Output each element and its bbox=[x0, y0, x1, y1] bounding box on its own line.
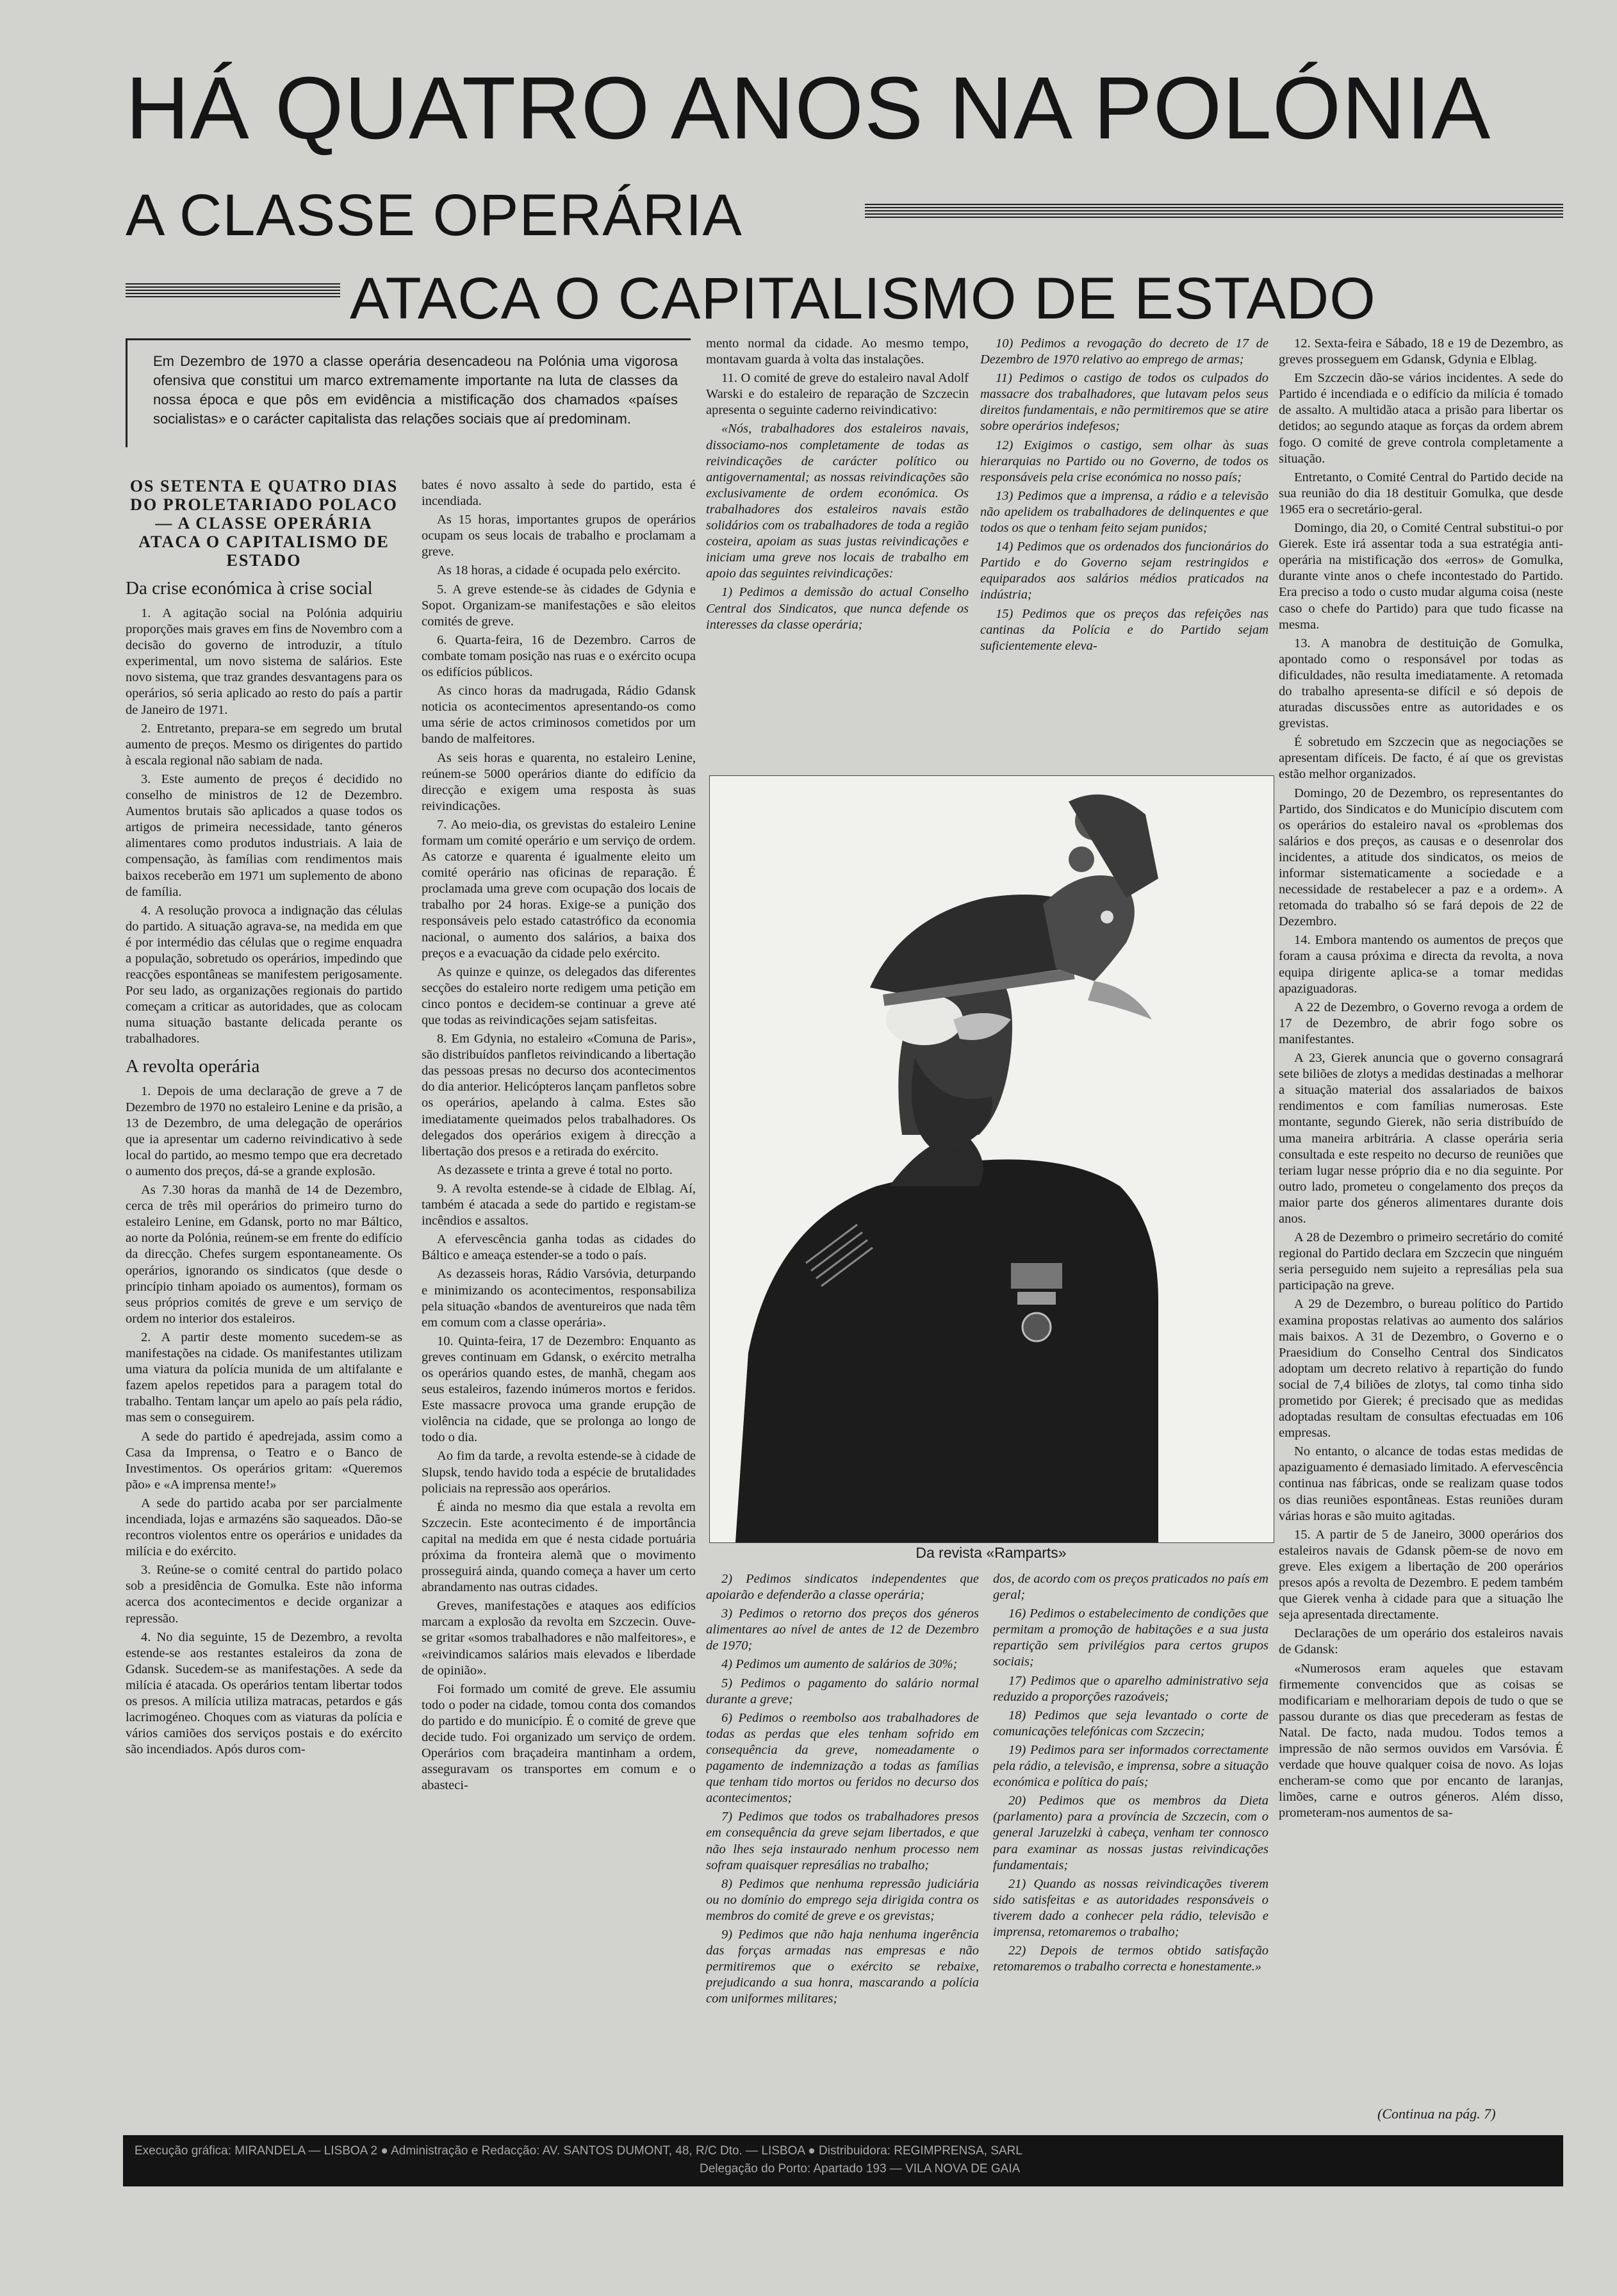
paragraph: 14) Pedimos que os ordenados dos funcionários do Partido e do Governo sejam restringidos e equiparados aos salários médios praticados na indústria; bbox=[980, 540, 1268, 602]
paragraph: 15. A partir de 5 de Janeiro, 3000 operários dos estaleiros navais de Gdansk põem-se de novo em greve. Eles exigem a libertação de 200 operários presos após a revolta de Dezembro. E pedem também que Gierek venha à cidade para que a situação lhe seja apresentada directamente. bbox=[1279, 1527, 1563, 1623]
paragraph: «Nós, trabalhadores dos estaleiros navais, dissociamo-nos completamente de todas as reivindicações de carácter político ou antigovernamental; as nossas reivindicações são exclusivamente de ordem económica. Os trabalhadores dos estaleiros navais estão solidários com os trabalhadores de toda a região costeira, apoiam as suas justas reivindicações e iniciam uma greve nos locais de trabalho em apoio das seguintes reivindicações: bbox=[706, 422, 969, 581]
paragraph: 7. Ao meio-dia, os grevistas do estaleiro Lenine formam um comité operário e um serviço de ordem. As catorze e quarenta é igualmente eleito um comité operário nas oficinas de reparação. É proclamada uma greve com ocupação dos locais de trabalho por 24 horas. Exige-se a punição dos responsáveis pelo estado catastrófico da economia nacional, o aumento dos salários, a baixa dos preços e a evacuação da cidade pelo exército. bbox=[422, 817, 696, 961]
paragraph: 16) Pedimos o estabelecimento de condições que permitam a promoção de habitações e a sua justa repartição sem privilégios para certos grupos sociais; bbox=[993, 1606, 1268, 1669]
paragraph: 20) Pedimos que os membros da Dieta (parlamento) para a província de Szczecin, com o general Jaruzelzki à cabeça, venham ter connosco para examinar as nossas justas reivindicações fundamentais; bbox=[993, 1794, 1268, 1872]
column-6 bbox=[706, 1571, 979, 2084]
paragraph: A sede do partido acaba por ser parcialmente incendiada, lojas e armazéns são saqueados. Dão-se recontros violentos entre os operários e unidades da milícia e do exército. bbox=[126, 1496, 402, 1559]
paragraph: A 28 de Dezembro o primeiro secretário do comité regional do Partido declara em Szczecin que ninguém seria perseguido nem sujeito a represálias pela sua participação na greve. bbox=[1279, 1230, 1563, 1293]
paragraph: 5) Pedimos o pagamento do salário normal durante a greve; bbox=[706, 1676, 979, 1706]
paragraph: bates é novo assalto à sede do partido, esta é incendiada. bbox=[422, 478, 696, 509]
footer-line-1: Execução gráfica: MIRANDELA — LISBOA 2 ● Administração e Redacção: AV. SANTOS DUMONT, 48, R/C Dto. — LISBOA ● Distribuidora: REGIMPRENSA, SARL bbox=[135, 2144, 1022, 2158]
continued-note: (Continua na pág. 7) bbox=[1377, 2106, 1496, 2122]
paragraph: A sede do partido é apedrejada, assim como a Casa da Imprensa, o Teatro e o Banco de Investimentos. Os operários gritam: «Queremos pão» e «A imprensa mente!» bbox=[126, 1429, 402, 1492]
paragraph: 3. Reúne-se o comité central do partido polaco sob a presidência de Gomulka. Este não informa acerca dos acontecimentos e decide organizar a repressão. bbox=[126, 1563, 402, 1626]
column-5 bbox=[1279, 336, 1563, 2120]
column-3 bbox=[706, 336, 969, 772]
paragraph: 11. O comité de greve do estaleiro naval Adolf Warski e do estaleiro de reparação de Szczecin apresenta o seguinte caderno reivindicativo: bbox=[706, 371, 969, 418]
paragraph: 12. Sexta-feira e Sábado, 18 e 19 de Dezembro, as greves prosseguem em Gdansk, Gdynia e Elblag. bbox=[1279, 336, 1563, 367]
imprint-footer bbox=[123, 2135, 1563, 2186]
column-2 bbox=[422, 477, 696, 2087]
paragraph: «Numerosos eram aqueles que estavam firmemente convencidos que as coisas se modificariam e melhorariam depois de tudo o que se passou durante os dias que precederam as festas de Natal. De facto, nada mudou. Todos temos a impressão de não sermos ouvidos em Varsóvia. É verdade que houve qualquer coisa de novo. As lojas encheram-se como que por encanto de laranjas, limões, carne e outros géneros. Além disso, prometeram-nos aumentos de sa- bbox=[1279, 1661, 1563, 1821]
paragraph: 22) Depois de termos obtido satisfação retomaremos o trabalho correcta e honestamente.» bbox=[993, 1944, 1268, 1974]
footer-line-2: Delegação do Porto: Apartado 193 — VILA NOVA DE GAIA bbox=[700, 2162, 1021, 2176]
paragraph: 8) Pedimos que nenhuma repressão judiciária ou no domínio do emprego seja dirigida contra os membros do comité de greve e os grevistas; bbox=[706, 1876, 979, 1923]
paragraph: As seis horas e quarenta, no estaleiro Lenine, reúnem-se 5000 operários diante do edifício da direcção e exigem uma resposta às suas reivindicações. bbox=[422, 750, 696, 813]
paragraph: É ainda no mesmo dia que estala a revolta em Szczecin. Este acontecimento é de importância capital na medida em que é nesta cidade portuária próxima da fronteira alemã que o movimento prosseguirá ainda, quando começa a haver um certo abrandamento nas outras cidades. bbox=[422, 1499, 696, 1595]
paragraph: 1. Depois de uma declaração de greve a 7 de Dezembro de 1970 no estaleiro Lenine e da prisão, a 13 de Dezembro, de uma delegação de operários que ia apresentar um caderno reivindicativo à sede local do partido, ao mesmo tempo que era decretado o aumento dos preços, dá-se a grande explosão. bbox=[126, 1084, 402, 1178]
paragraph: 5. A greve estende-se às cidades de Gdynia e Sopot. Organizam-se manifestações e são eleitos comités de greve. bbox=[422, 582, 696, 629]
photo-caption: Da revista «Ramparts» bbox=[915, 1544, 1067, 1561]
paragraph: 21) Quando as nossas reivindicações tiverem sido satisfeitas e as autoridades responsáveis o tiverem dado a conhecer pela rádio, televisão e imprensa, retomaremos o trabalho; bbox=[993, 1876, 1268, 1939]
paragraph: 15) Pedimos que os preços das refeições nas cantinas da Polícia e do Partido sejam suficientemente eleva- bbox=[980, 606, 1268, 653]
paragraph: 8. Em Gdynia, no estaleiro «Comuna de Paris», são distribuídos panfletos reivindicando a libertação das pessoas presas no decurso dos acontecimentos do dia anterior. Helicópteros lançam panfletos sobre os operários, apelando à calma. Estes são imediatamente queimados pelos trabalhadores. Os delegados dos operários exigem à direcção a libertação dos presos e a retirada do exército. bbox=[422, 1032, 696, 1159]
intro-box: Em Dezembro de 1970 a classe operária desencadeou na Polónia uma vigorosa ofensiva que constitui um marco extremamente importante na luta de classes da nossa época e que pôs em evidência a mistificação dos chamados «países socialistas» e o carácter capitalista das relações sociais que aí predominam. bbox=[126, 338, 691, 447]
paragraph: Declarações de um operário dos estaleiros navais de Gdansk: bbox=[1279, 1626, 1563, 1657]
paragraph: A 29 de Dezembro, o bureau político do Partido examina propostas relativas ao aumento dos salários mais baixos. A 31 de Dezembro, o Governo e o Praesidium do Conselho Central dos Sindicatos adoptam um decreto relativo à repartição do fundo social de 7,4 biliões de zlotys, tal como tinha sido prometido por Gierek; é precisado que as medidas adoptadas resultam de consultas efectuadas em 106 empresas. bbox=[1279, 1297, 1563, 1441]
paragraph: As quinze e quinze, os delegados das diferentes secções do estaleiro norte redigem uma petição em cinco pontos e decidem-se continuar a greve até que todas as reivindicações sejam satisfeitas. bbox=[422, 964, 696, 1027]
section-title: OS SETENTA E QUATRO DIAS DO PROLETARIADO POLACO — A CLASSE OPERÁRIA ATACA O CAPITALISMO DE ESTADO bbox=[129, 477, 398, 570]
headline-rule-left bbox=[126, 283, 340, 297]
paragraph: 10) Pedimos a revogação do decreto de 17 de Dezembro de 1970 relativo ao emprego de armas; bbox=[980, 336, 1268, 367]
headline-line2: A CLASSE OPERÁRIA bbox=[126, 183, 743, 248]
paragraph: 9. A revolta estende-se à cidade de Elblag. Aí, também é atacada a sede do partido e registam-se incêndios e assaltos. bbox=[422, 1181, 696, 1228]
paragraph: Ao fim da tarde, a revolta estende-se à cidade de Slupsk, tendo havido toda a espécie de brutalidades policiais na repressão aos operários. bbox=[422, 1449, 696, 1496]
paragraph: 1. A agitação social na Polónia adquiriu proporções mais graves em fins de Novembro com a decisão do governo de introduzir, a título experimental, um novo sistema de salários. Este novo sistema, que traz grandes desvantagens para os operários, só seria aplicado ao resto do país a partir de Janeiro de 1971. bbox=[126, 606, 402, 717]
paragraph: mento normal da cidade. Ao mesmo tempo, montavam guarda à volta das instalações. bbox=[706, 336, 969, 367]
headline-rule-right bbox=[865, 204, 1563, 218]
paragraph: 3) Pedimos o retorno dos preços dos géneros alimentares ao nível de antes de 12 de Dezembro de 1970; bbox=[706, 1606, 979, 1653]
paragraph: 11) Pedimos o castigo de todos os culpados do massacre dos trabalhadores, que lutavam pelos seus direitos fundamentais, e não permitiremos que se atire sobre operários indefesos; bbox=[980, 371, 1268, 434]
paragraph: A 22 de Dezembro, o Governo revoga a ordem de 17 de Dezembro, de abrir fogo sobre os manifestantes. bbox=[1279, 1000, 1563, 1046]
column-4 bbox=[980, 336, 1268, 772]
paragraph: É sobretudo em Szczecin que as negociações se apresentam difíceis. De facto, é aí que os grevistas estão melhor organizados. bbox=[1279, 735, 1563, 782]
paragraph: 9) Pedimos que não haja nenhuma ingerência das forças armadas nas empresas e não permitiremos que o exército se rebaixe, prejudicando a sua honra, mascarando a polícia com uniformes militares; bbox=[706, 1927, 979, 2006]
paragraph: 13) Pedimos que a imprensa, a rádio e a televisão não apelidem os trabalhadores de delinquentes e que todos os que o tenham feito sejam punidos; bbox=[980, 488, 1268, 536]
paragraph: 2. Entretanto, prepara-se em segredo um brutal aumento de preços. Mesmo os dirigentes do partido à escala regional não sabiam de nada. bbox=[126, 721, 402, 768]
column-1 bbox=[126, 473, 402, 2089]
paragraph: Em Szczecin dão-se vários incidentes. A sede do Partido é incendiada e o edifício da milícia é tomado de assalto. A multidão ataca a prisão para libertar os detidos; ao segundo ataque as forças da ordem abrem fogo. O comité de greve controla completamente a situação. bbox=[1279, 371, 1563, 466]
paragraph: 19) Pedimos para ser informados correctamente pela rádio, a televisão, e imprensa, sobre a situação económica e política do país; bbox=[993, 1742, 1268, 1790]
paragraph: 1) Pedimos a demissão do actual Conselho Central dos Sindicatos, que nunca defende os interesses da classe operária; bbox=[706, 585, 969, 632]
paragraph: 14. Embora mantendo os aumentos de preços que foram a causa próxima e directa da revolta, a nova equipa dirigente aplica-se a tomar medidas apaziguadoras. bbox=[1279, 933, 1563, 996]
headline-line3: ATACA O CAPITALISMO DE ESTADO bbox=[350, 266, 1376, 331]
paragraph: 3. Este aumento de preços é decidido no conselho de ministros de 12 de Dezembro. Aumentos brutais são aplicados a quase todos os artigos de primeira necessidade, tanto géneros alimentares como produtos industriais. A laia de compensação, às famílias com rendimentos mais baixos receberão em 1971 um suplemento de abono de família. bbox=[126, 772, 402, 899]
paragraph: 12) Exigimos o castigo, sem olhar às suas hierarquias no Partido ou no Governo, de todos os responsáveis pela crise económica no nosso país; bbox=[980, 438, 1268, 484]
subheading-crisis: Da crise económica à crise social bbox=[126, 578, 373, 599]
headline-line1: HÁ QUATRO ANOS NA POLÓNIA bbox=[126, 59, 1491, 158]
paragraph: As 7.30 horas da manhã de 14 de Dezembro, cerca de três mil operários do primeiro turno do estaleiro Lenine, em Gdansk, porto no mar Báltico, ao norte da Polónia, reúnem-se em frente do edifício da direcção. Chefes surgem espontaneamente. Os operários, ignorando os sindicatos (que desde o princípio tinham apoiado os aumentos), formam os seus próprios comités de greve e um serviço de ordem no interior dos estaleiros. bbox=[126, 1183, 402, 1326]
paragraph: A 23, Gierek anuncia que o governo consagrará sete biliões de zlotys a medidas destinadas a melhorar a situação material dos assalariados de baixos rendimentos e com famílias numerosas. Este montante, segundo Gierek, não seria distribuído de uma maneira arbitrária. A classe operária seria consultada e este respeito no decurso de reuniões que teriam lugar nesse próprio dia e no dia seguinte. Por outro lado, prometeu o congelamento dos preços da maior parte dos géneros alimentares durante dois anos. bbox=[1279, 1051, 1563, 1226]
column-7 bbox=[993, 1571, 1268, 2116]
paragraph: 2. A partir deste momento sucedem-se as manifestações na cidade. Os manifestantes utilizam uma viatura da polícia munida de um altifalante e fazem apelos repetidos para a paragem total do trabalho. Tentam lançar um apelo ao país pela rádio, mas sem o conseguirem. bbox=[126, 1330, 402, 1425]
paragraph: Domingo, dia 20, o Comité Central substitui-o por Gierek. Este irá assentar toda a sua estratégia anti-operária na mistificação dos «erros» de Gomulka, durante vinte anos o chefe incontestado do Partido. Era preciso a todo o custo mudar alguma coisa (neste caso o chefe do Partido) para que tudo ficasse na mesma. bbox=[1279, 521, 1563, 632]
paragraph: 10. Quinta-feira, 17 de Dezembro: Enquanto as greves continuam em Gdansk, o exército metralha os operários quando estes, de manhã, chegam aos seus estaleiros, fazendo inúmeros mortos e feridos. Este massacre provoca uma grande erupção de violência na cidade, que se prolonga ao longo de todo o dia. bbox=[422, 1334, 696, 1445]
collage-photo bbox=[709, 775, 1274, 1543]
paragraph: A efervescência ganha todas as cidades do Báltico e ameaça estender-se a todo o país. bbox=[422, 1232, 696, 1263]
paragraph: As 18 horas, a cidade é ocupada pelo exército. bbox=[437, 563, 681, 578]
paragraph: Domingo, 20 de Dezembro, os representantes do Partido, dos Sindicatos e do Município discutem com os operários do estaleiro naval os «problemas dos salários e dos preços, as causas e o desenrolar dos incidentes, a atitude dos sindicatos, os meios de informar sistematicamente a sociedade e a necessidade de restabelecer a paz e a ordem». A retomada do trabalho só se fará depois de 22 de Dezembro. bbox=[1279, 786, 1563, 929]
paragraph: 6) Pedimos o reembolso aos trabalhadores de todas as perdas que eles tenham sofrido em consequência da greve, nomeadamente o pagamento de indemnização a todas as famílias que tenham tido mortos ou feridos no decurso dos acontecimentos; bbox=[706, 1710, 979, 1806]
paragraph: 2) Pedimos sindicatos independentes que apoiarão e defenderão a classe operária; bbox=[706, 1572, 979, 1603]
paragraph: 17) Pedimos que o aparelho administrativo seja reduzido a proporções razoáveis; bbox=[993, 1673, 1268, 1704]
paragraph: 4. No dia seguinte, 15 de Dezembro, a revolta estende-se aos restantes estaleiros da zona de Gdansk. Sucedem-se as manifestações. A sede da milícia é atacada. Os operários tentam libertar todos os presos. A milícia utiliza matracas, petardos e gás lacrimogéneo. Choques com as viaturas da polícia e vários camiões dos serviços postais e do exército são incendiados. Após duros com- bbox=[126, 1630, 402, 1757]
paragraph: 18) Pedimos que seja levantado o corte de comunicações telefónicas com Szczecin; bbox=[993, 1708, 1268, 1739]
paragraph: As cinco horas da madrugada, Rádio Gdansk noticia os acontecimentos apresentando-os como uma série de actos criminosos cometidos por um bando de malfeitores. bbox=[422, 684, 696, 747]
paragraph: As 15 horas, importantes grupos de operários ocupam os seus locais de trabalho e proclamam a greve. bbox=[422, 513, 696, 559]
paragraph: 4. A resolução provoca a indignação das células do partido. A situação agrava-se, na medida em que é por intermédio das células que o regime enquadra a população, sobretudo os operários, impedindo que reacções espontâneas se manifestem perigosamente. Por seu lado, as organizações regionais do partido começam a criticar as autoridades, que as colocam numa situação bastante delicada perante os trabalhadores. bbox=[126, 903, 402, 1046]
paragraph: 6. Quarta-feira, 16 de Dezembro. Carros de combate tomam posição nas ruas e o exército ocupa os edifícios públicos. bbox=[422, 632, 696, 680]
paragraph: No entanto, o alcance de todas estas medidas de apaziguamento é demasiado limitado. A efervescência continua nas fábricas, onde se realizam quase todos os dias reuniões espontâneas. Estas reuniões duram várias horas e são muito agitadas. bbox=[1279, 1444, 1563, 1523]
subheading-revolt: A revolta operária bbox=[126, 1055, 260, 1077]
paragraph: Greves, manifestações e ataques aos edifícios marcam a explosão da revolta em Szczecin. Ouve-se gritar «somos trabalhadores e não malfeitores», e «reivindicamos salários mais elevados e liberdade de opinião». bbox=[422, 1599, 696, 1678]
paragraph: 13. A manobra de destituição de Gomulka, apontado como o responsável por todas as dificuldades, não resulta imediatamente. A retomada do trabalho apresenta-se difícil e só depois de aturadas discussões entre as autoridades e os grevistas. bbox=[1279, 636, 1563, 731]
paragraph: Entretanto, o Comité Central do Partido decide na sua reunião do dia 18 destituir Gomulka, que desde 1965 era o secretário-geral. bbox=[1279, 470, 1563, 516]
paragraph: dos, de acordo com os preços praticados no país em geral; bbox=[993, 1572, 1268, 1603]
paragraph: As dezassete e trinta a greve é total no porto. bbox=[437, 1162, 673, 1177]
paragraph: 4) Pedimos um aumento de salários de 30%; bbox=[721, 1657, 958, 1672]
paragraph: 7) Pedimos que todos os trabalhadores presos em consequência da greve sejam libertados, e que não lhes seja instaurado nenhum processo nem sofram quaisquer represálias no trabalho; bbox=[706, 1810, 979, 1872]
paragraph: Foi formado um comité de greve. Ele assumiu todo o poder na cidade, tomou conta dos comandos do partido e do município. É o comité de greve que decide tudo. Foi organizado um serviço de ordem. Operários com braçadeira mantinham a ordem, asseguravam os transportes em comum e o abasteci- bbox=[422, 1681, 696, 1793]
paragraph: As dezasseis horas, Rádio Varsóvia, deturpando e minimizando os acontecimentos, responsabiliza pela situação «bandos de aventureiros que nada têm em comum com a classe operária». bbox=[422, 1267, 696, 1330]
